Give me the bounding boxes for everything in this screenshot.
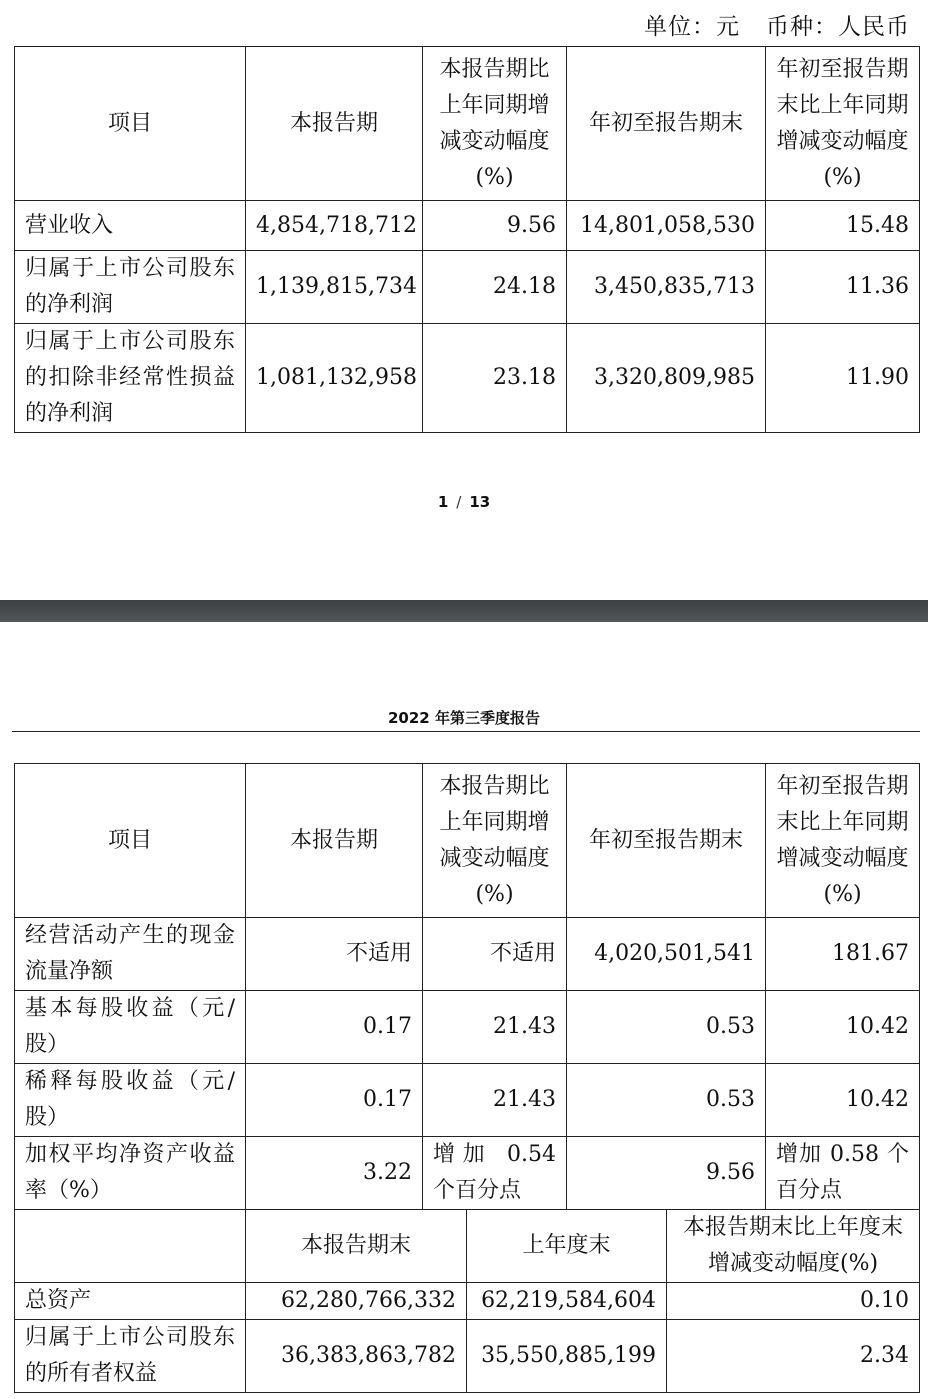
page-divider: [0, 600, 928, 622]
currency-label: 币种：人民币: [766, 14, 910, 40]
header-item: 项目: [15, 47, 246, 201]
key-financials-table-1: [14, 46, 920, 433]
row-item-label: 基本每股收益（元/股）: [15, 991, 246, 1064]
row-period-end: 36,383,863,782: [246, 1320, 467, 1393]
row-ytd: 0.53: [567, 991, 766, 1064]
table-row: [15, 201, 920, 251]
table-row: [15, 1283, 920, 1320]
row-ytd-yoy: 11.90: [766, 324, 920, 433]
row-ytd-yoy: 11.36: [766, 251, 920, 324]
header-balance-change: 本报告期末比上年度末增减变动幅度(%): [667, 1210, 920, 1283]
row-prior-year-end: 35,550,885,199: [467, 1320, 667, 1393]
unit-currency-line: [0, 8, 910, 41]
page-total: 13: [469, 493, 491, 511]
row-change: 0.10: [667, 1283, 920, 1320]
row-ytd: 4,020,501,541: [567, 918, 766, 991]
row-ytd-yoy: 10.42: [766, 1064, 920, 1137]
table-row: [15, 1064, 920, 1137]
header-current-yoy: 本报告期比上年同期增减变动幅度(%): [423, 764, 567, 918]
balance-header-row: [15, 1210, 920, 1283]
row-yoy: 23.18: [423, 324, 567, 433]
row-current: 0.17: [246, 991, 423, 1064]
key-financials-table-2: [14, 763, 920, 1393]
header-ytd-yoy: 年初至报告期末比上年同期增减变动幅度(%): [766, 47, 920, 201]
row-current: 4,854,718,712: [246, 201, 423, 251]
row-change: 2.34: [667, 1320, 920, 1393]
row-item-label: 总资产: [15, 1283, 246, 1320]
row-current: 3.22: [246, 1137, 423, 1210]
header-current-period: 本报告期: [246, 47, 423, 201]
report-title: 2022 年第三季度报告: [388, 709, 540, 727]
row-yoy: 21.43: [423, 1064, 567, 1137]
table-row: [15, 251, 920, 324]
row-current: 0.17: [246, 1064, 423, 1137]
row-ytd-yoy: 181.67: [766, 918, 920, 991]
row-item-label: 归属于上市公司股东的扣除非经常性损益的净利润: [15, 324, 246, 433]
row-ytd: 3,450,835,713: [567, 251, 766, 324]
header-period-end: 本报告期末: [246, 1210, 467, 1283]
row-current: 1,139,815,734: [246, 251, 423, 324]
table-row: [15, 1320, 920, 1393]
balance-header-blank: [15, 1210, 246, 1283]
unit-label: 单位：元: [644, 14, 740, 40]
table-row: [15, 991, 920, 1064]
row-yoy: 不适用: [423, 918, 567, 991]
header-rule: [12, 731, 920, 732]
header-item: 项目: [15, 764, 246, 918]
row-item-label: 营业收入: [15, 201, 246, 251]
page-current: 1: [437, 493, 449, 511]
row-ytd-yoy: 10.42: [766, 991, 920, 1064]
row-prior-year-end: 62,219,584,604: [467, 1283, 667, 1320]
page-separator: /: [456, 493, 462, 511]
table-row: [15, 1137, 920, 1210]
row-item-label: 归属于上市公司股东的所有者权益: [15, 1320, 246, 1393]
row-yoy: 增加 0.54 个百分点: [423, 1137, 567, 1210]
table-row: [15, 918, 920, 991]
row-current: 不适用: [246, 918, 423, 991]
row-ytd-yoy: 15.48: [766, 201, 920, 251]
table-row: [15, 324, 920, 433]
table-header-row: [15, 47, 920, 201]
row-item-label: 稀释每股收益（元/股）: [15, 1064, 246, 1137]
row-yoy: 24.18: [423, 251, 567, 324]
header-current-period: 本报告期: [246, 764, 423, 918]
header-ytd: 年初至报告期末: [567, 47, 766, 201]
row-period-end: 62,280,766,332: [246, 1283, 467, 1320]
row-ytd: 9.56: [567, 1137, 766, 1210]
header-current-yoy: 本报告期比上年同期增减变动幅度(%): [423, 47, 567, 201]
row-current: 1,081,132,958: [246, 324, 423, 433]
row-item-label: 经营活动产生的现金流量净额: [15, 918, 246, 991]
header-ytd-yoy: 年初至报告期末比上年同期增减变动幅度(%): [766, 764, 920, 918]
row-ytd: 0.53: [567, 1064, 766, 1137]
row-yoy: 21.43: [423, 991, 567, 1064]
row-item-label: 加权平均净资产收益率（%）: [15, 1137, 246, 1210]
row-yoy: 9.56: [423, 201, 567, 251]
row-ytd: 3,320,809,985: [567, 324, 766, 433]
table-header-row: [15, 764, 920, 918]
row-ytd: 14,801,058,530: [567, 201, 766, 251]
page-number: [0, 493, 928, 511]
header-prior-year-end: 上年度末: [467, 1210, 667, 1283]
header-ytd: 年初至报告期末: [567, 764, 766, 918]
row-ytd-yoy: 增加 0.58 个百分点: [766, 1137, 920, 1210]
row-item-label: 归属于上市公司股东的净利润: [15, 251, 246, 324]
